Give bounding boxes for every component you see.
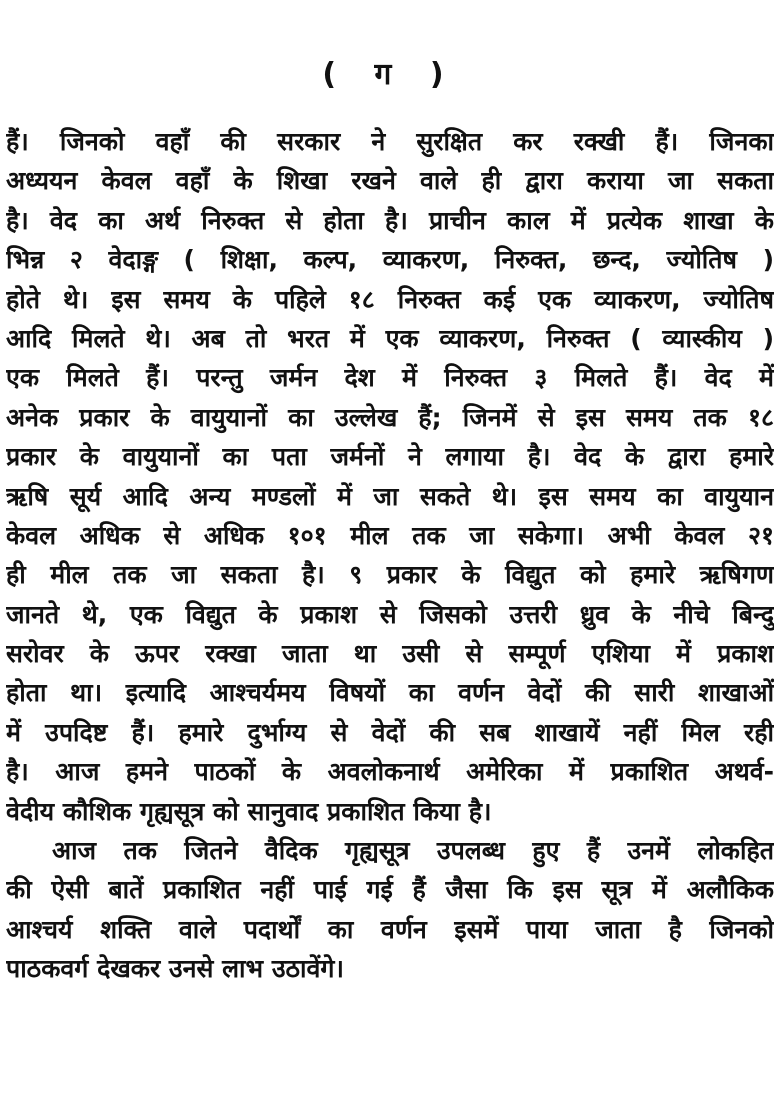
text-line: होता था। इत्यादि आश्चर्यमय विषयों का वर्णन वेदों की सारी शाखाओं bbox=[6, 678, 774, 708]
text-line: एक मिलते हैं। परन्तु जर्मन देश में निरुक्त ३ मिलते हैं। वेद में bbox=[6, 363, 774, 393]
text-line: जानते थे, एक विद्युत के प्रकाश से जिसको उत्तरी ध्रुव के नीचे बिन्दु bbox=[6, 599, 774, 629]
text-line: होते थे। इस समय के पहिले १८ निरुक्त कई एक व्याकरण, ज्योतिष bbox=[6, 284, 774, 314]
text-line: अनेक प्रकार के वायुयानों का उल्लेख हैं; जिनमें से इस समय तक १८ bbox=[6, 402, 774, 432]
text-line: में उपदिष्ट हैं। हमारे दुर्भाग्य से वेदों की सब शाखायें नहीं मिल रही bbox=[6, 717, 774, 747]
text-line: वेदीय कौशिक गृह्यसूत्र को सानुवाद प्रकाशित किया है। bbox=[6, 796, 492, 826]
text-line: ऋषि सूर्य आदि अन्य मण्डलों में जा सकते थे। इस समय का वायुयान bbox=[6, 481, 774, 511]
text-line: सरोवर के ऊपर रक्खा जाता था उसी से सम्पूर्ण एशिया में प्रकाश bbox=[6, 639, 774, 669]
text-line: ही मील तक जा सकता है। ९ प्रकार के विद्युत को हमारे ऋषिगण bbox=[6, 560, 774, 590]
text-line: पाठकवर्ग देखकर उनसे लाभ उठावेंगे। bbox=[6, 954, 344, 984]
text-line: है। आज हमने पाठकों के अवलोकनार्थ अमेरिका में प्रकाशित अथर्व- bbox=[6, 757, 774, 787]
text-line: है। वेद का अर्थ निरुक्त से होता है। प्राचीन काल में प्रत्येक शाखा के bbox=[6, 205, 774, 235]
text-line: की ऐसी बातें प्रकाशित नहीं पाई गई हैं जैसा कि इस सूत्र में अलौकिक bbox=[6, 875, 774, 905]
text-line: हैं। जिनको वहाँ की सरकार ने सुरक्षित कर रक्खी हैं। जिनका bbox=[6, 127, 774, 156]
page-number: ( ग ) bbox=[322, 57, 458, 92]
text-line: अध्ययन केवल वहाँ के शिखा रखने वाले ही द्वारा कराया जा सकता bbox=[6, 166, 774, 196]
text-line: आदि मिलते थे। अब तो भरत में एक व्याकरण, निरुक्त ( व्यास्कीय ) bbox=[6, 323, 774, 353]
text-line: भिन्न २ वेदाङ्ग ( शिक्षा, कल्प, व्याकरण, निरुक्त, छन्द, ज्योतिष ) bbox=[6, 245, 774, 275]
text-line: प्रकार के वायुयानों का पता जर्मनों ने लगाया है। वेद के द्वारा हमारे bbox=[6, 442, 774, 472]
text-line: आश्चर्य शक्ति वाले पदार्थों का वर्णन इसमें पाया जाता है जिनको bbox=[6, 914, 774, 944]
paragraph-first-line: आज तक जितने वैदिक गृह्यसूत्र उपलब्ध हुए हैं उनमें लोकहित bbox=[52, 836, 774, 866]
body-text bbox=[6, 122, 774, 989]
text-line: केवल अधिक से अधिक १०१ मील तक जा सकेगा। अभी केवल २१ bbox=[6, 520, 774, 550]
